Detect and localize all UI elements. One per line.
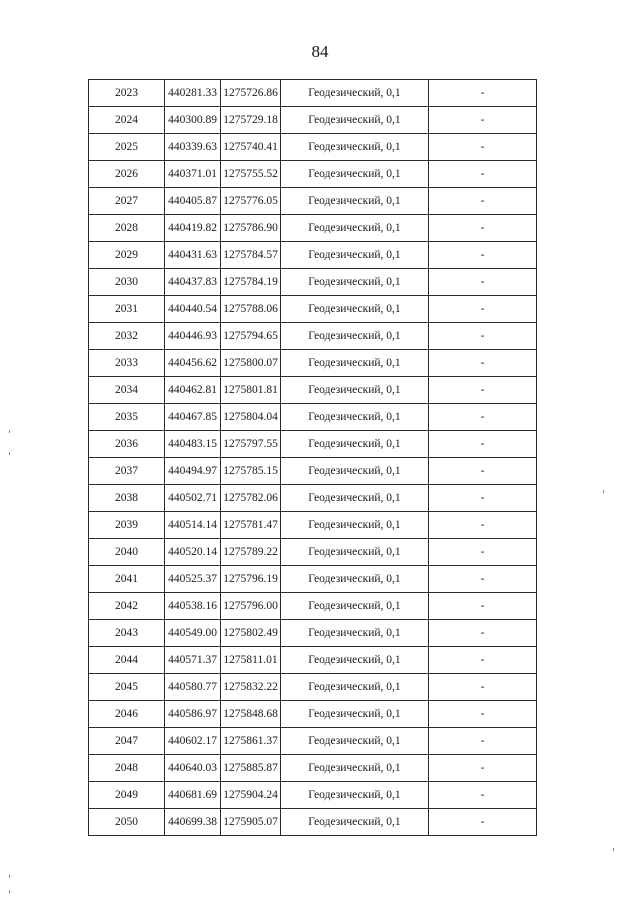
- y-coordinate-cell: 1275832.22: [221, 674, 281, 701]
- error-cell: -: [429, 188, 537, 215]
- table-row: [89, 539, 537, 566]
- y-coordinate-cell: 1275848.68: [221, 701, 281, 728]
- x-coordinate-cell: 440514.14: [165, 512, 221, 539]
- error-cell: -: [429, 134, 537, 161]
- error-cell: -: [429, 323, 537, 350]
- point-number-cell: 2027: [89, 188, 165, 215]
- method-accuracy-cell: Геодезический, 0,1: [281, 647, 429, 674]
- table-row: [89, 296, 537, 323]
- point-number-cell: 2036: [89, 431, 165, 458]
- point-number-cell: 2024: [89, 107, 165, 134]
- table-row: [89, 215, 537, 242]
- y-coordinate-cell: 1275794.65: [221, 323, 281, 350]
- scan-speck: [9, 875, 10, 878]
- scan-speck: [613, 848, 614, 851]
- table-row: [89, 566, 537, 593]
- x-coordinate-cell: 440602.17: [165, 728, 221, 755]
- method-accuracy-cell: Геодезический, 0,1: [281, 431, 429, 458]
- point-number-cell: 2028: [89, 215, 165, 242]
- point-number-cell: 2030: [89, 269, 165, 296]
- x-coordinate-cell: 440371.01: [165, 161, 221, 188]
- method-accuracy-cell: Геодезический, 0,1: [281, 701, 429, 728]
- table-row: [89, 161, 537, 188]
- x-coordinate-cell: 440571.37: [165, 647, 221, 674]
- page-number: 84: [311, 42, 329, 61]
- point-number-cell: 2037: [89, 458, 165, 485]
- point-number-cell: 2046: [89, 701, 165, 728]
- method-accuracy-cell: Геодезический, 0,1: [281, 269, 429, 296]
- error-cell: -: [429, 566, 537, 593]
- table-row: [89, 80, 537, 107]
- x-coordinate-cell: 440580.77: [165, 674, 221, 701]
- x-coordinate-cell: 440586.97: [165, 701, 221, 728]
- error-cell: -: [429, 539, 537, 566]
- y-coordinate-cell: 1275804.04: [221, 404, 281, 431]
- x-coordinate-cell: 440446.93: [165, 323, 221, 350]
- point-number-cell: 2044: [89, 647, 165, 674]
- table-row: [89, 674, 537, 701]
- x-coordinate-cell: 440502.71: [165, 485, 221, 512]
- point-number-cell: 2031: [89, 296, 165, 323]
- x-coordinate-cell: 440437.83: [165, 269, 221, 296]
- table-row: [89, 377, 537, 404]
- table-row: [89, 458, 537, 485]
- x-coordinate-cell: 440431.63: [165, 242, 221, 269]
- y-coordinate-cell: 1275904.24: [221, 782, 281, 809]
- y-coordinate-cell: 1275740.41: [221, 134, 281, 161]
- y-coordinate-cell: 1275781.47: [221, 512, 281, 539]
- point-number-cell: 2040: [89, 539, 165, 566]
- x-coordinate-cell: 440549.00: [165, 620, 221, 647]
- error-cell: -: [429, 782, 537, 809]
- table-row: [89, 431, 537, 458]
- method-accuracy-cell: Геодезический, 0,1: [281, 566, 429, 593]
- y-coordinate-cell: 1275784.19: [221, 269, 281, 296]
- scan-speck: [603, 490, 604, 493]
- point-number-cell: 2033: [89, 350, 165, 377]
- method-accuracy-cell: Геодезический, 0,1: [281, 377, 429, 404]
- x-coordinate-cell: 440462.81: [165, 377, 221, 404]
- method-accuracy-cell: Геодезический, 0,1: [281, 620, 429, 647]
- error-cell: -: [429, 107, 537, 134]
- point-number-cell: 2043: [89, 620, 165, 647]
- point-number-cell: 2038: [89, 485, 165, 512]
- scan-speck: [9, 452, 10, 455]
- method-accuracy-cell: Геодезический, 0,1: [281, 404, 429, 431]
- table-row: [89, 188, 537, 215]
- x-coordinate-cell: 440483.15: [165, 431, 221, 458]
- point-number-cell: 2029: [89, 242, 165, 269]
- error-cell: -: [429, 485, 537, 512]
- y-coordinate-cell: 1275784.57: [221, 242, 281, 269]
- x-coordinate-cell: 440440.54: [165, 296, 221, 323]
- error-cell: -: [429, 80, 537, 107]
- method-accuracy-cell: Геодезический, 0,1: [281, 107, 429, 134]
- x-coordinate-cell: 440640.03: [165, 755, 221, 782]
- method-accuracy-cell: Геодезический, 0,1: [281, 215, 429, 242]
- error-cell: -: [429, 674, 537, 701]
- table-row: [89, 728, 537, 755]
- point-number-cell: 2032: [89, 323, 165, 350]
- method-accuracy-cell: Геодезический, 0,1: [281, 539, 429, 566]
- method-accuracy-cell: Геодезический, 0,1: [281, 809, 429, 836]
- table-row: [89, 323, 537, 350]
- error-cell: -: [429, 350, 537, 377]
- table-row: [89, 134, 537, 161]
- method-accuracy-cell: Геодезический, 0,1: [281, 296, 429, 323]
- error-cell: -: [429, 161, 537, 188]
- y-coordinate-cell: 1275885.87: [221, 755, 281, 782]
- error-cell: -: [429, 242, 537, 269]
- error-cell: -: [429, 431, 537, 458]
- method-accuracy-cell: Геодезический, 0,1: [281, 755, 429, 782]
- y-coordinate-cell: 1275801.81: [221, 377, 281, 404]
- error-cell: -: [429, 458, 537, 485]
- y-coordinate-cell: 1275785.15: [221, 458, 281, 485]
- error-cell: -: [429, 755, 537, 782]
- scan-speck: [9, 430, 10, 433]
- y-coordinate-cell: 1275905.07: [221, 809, 281, 836]
- method-accuracy-cell: Геодезический, 0,1: [281, 728, 429, 755]
- point-number-cell: 2023: [89, 80, 165, 107]
- method-accuracy-cell: Геодезический, 0,1: [281, 485, 429, 512]
- method-accuracy-cell: Геодезический, 0,1: [281, 593, 429, 620]
- method-accuracy-cell: Геодезический, 0,1: [281, 782, 429, 809]
- y-coordinate-cell: 1275802.49: [221, 620, 281, 647]
- method-accuracy-cell: Геодезический, 0,1: [281, 188, 429, 215]
- x-coordinate-cell: 440699.38: [165, 809, 221, 836]
- method-accuracy-cell: Геодезический, 0,1: [281, 512, 429, 539]
- point-number-cell: 2048: [89, 755, 165, 782]
- table-row: [89, 404, 537, 431]
- x-coordinate-cell: 440281.33: [165, 80, 221, 107]
- error-cell: -: [429, 647, 537, 674]
- method-accuracy-cell: Геодезический, 0,1: [281, 80, 429, 107]
- y-coordinate-cell: 1275861.37: [221, 728, 281, 755]
- method-accuracy-cell: Геодезический, 0,1: [281, 674, 429, 701]
- point-number-cell: 2026: [89, 161, 165, 188]
- table-row: [89, 485, 537, 512]
- y-coordinate-cell: 1275786.90: [221, 215, 281, 242]
- x-coordinate-cell: 440339.63: [165, 134, 221, 161]
- scan-speck: [9, 890, 10, 893]
- table-row: [89, 809, 537, 836]
- point-number-cell: 2039: [89, 512, 165, 539]
- error-cell: -: [429, 809, 537, 836]
- y-coordinate-cell: 1275776.05: [221, 188, 281, 215]
- error-cell: -: [429, 404, 537, 431]
- y-coordinate-cell: 1275797.55: [221, 431, 281, 458]
- x-coordinate-cell: 440494.97: [165, 458, 221, 485]
- point-number-cell: 2041: [89, 566, 165, 593]
- coordinates-table-body: [89, 80, 537, 836]
- x-coordinate-cell: 440300.89: [165, 107, 221, 134]
- method-accuracy-cell: Геодезический, 0,1: [281, 458, 429, 485]
- method-accuracy-cell: Геодезический, 0,1: [281, 323, 429, 350]
- method-accuracy-cell: Геодезический, 0,1: [281, 161, 429, 188]
- error-cell: -: [429, 512, 537, 539]
- table-row: [89, 647, 537, 674]
- error-cell: -: [429, 215, 537, 242]
- y-coordinate-cell: 1275800.07: [221, 350, 281, 377]
- x-coordinate-cell: 440467.85: [165, 404, 221, 431]
- table-row: [89, 512, 537, 539]
- x-coordinate-cell: 440405.87: [165, 188, 221, 215]
- x-coordinate-cell: 440525.37: [165, 566, 221, 593]
- point-number-cell: 2034: [89, 377, 165, 404]
- y-coordinate-cell: 1275782.06: [221, 485, 281, 512]
- error-cell: -: [429, 701, 537, 728]
- x-coordinate-cell: 440681.69: [165, 782, 221, 809]
- error-cell: -: [429, 377, 537, 404]
- table-row: [89, 242, 537, 269]
- y-coordinate-cell: 1275755.52: [221, 161, 281, 188]
- table-row: [89, 350, 537, 377]
- point-number-cell: 2049: [89, 782, 165, 809]
- point-number-cell: 2035: [89, 404, 165, 431]
- method-accuracy-cell: Геодезический, 0,1: [281, 242, 429, 269]
- table-row: [89, 593, 537, 620]
- error-cell: -: [429, 269, 537, 296]
- error-cell: -: [429, 593, 537, 620]
- x-coordinate-cell: 440419.82: [165, 215, 221, 242]
- error-cell: -: [429, 296, 537, 323]
- point-number-cell: 2047: [89, 728, 165, 755]
- x-coordinate-cell: 440456.62: [165, 350, 221, 377]
- error-cell: -: [429, 620, 537, 647]
- point-number-cell: 2045: [89, 674, 165, 701]
- error-cell: -: [429, 728, 537, 755]
- y-coordinate-cell: 1275796.00: [221, 593, 281, 620]
- table-row: [89, 782, 537, 809]
- y-coordinate-cell: 1275726.86: [221, 80, 281, 107]
- method-accuracy-cell: Геодезический, 0,1: [281, 350, 429, 377]
- point-number-cell: 2042: [89, 593, 165, 620]
- method-accuracy-cell: Геодезический, 0,1: [281, 134, 429, 161]
- table-row: [89, 107, 537, 134]
- y-coordinate-cell: 1275788.06: [221, 296, 281, 323]
- x-coordinate-cell: 440538.16: [165, 593, 221, 620]
- y-coordinate-cell: 1275796.19: [221, 566, 281, 593]
- x-coordinate-cell: 440520.14: [165, 539, 221, 566]
- table-row: [89, 701, 537, 728]
- point-number-cell: 2050: [89, 809, 165, 836]
- table-row: [89, 269, 537, 296]
- table-row: [89, 755, 537, 782]
- coordinates-table: [88, 79, 537, 836]
- y-coordinate-cell: 1275729.18: [221, 107, 281, 134]
- y-coordinate-cell: 1275789.22: [221, 539, 281, 566]
- table-row: [89, 620, 537, 647]
- y-coordinate-cell: 1275811.01: [221, 647, 281, 674]
- point-number-cell: 2025: [89, 134, 165, 161]
